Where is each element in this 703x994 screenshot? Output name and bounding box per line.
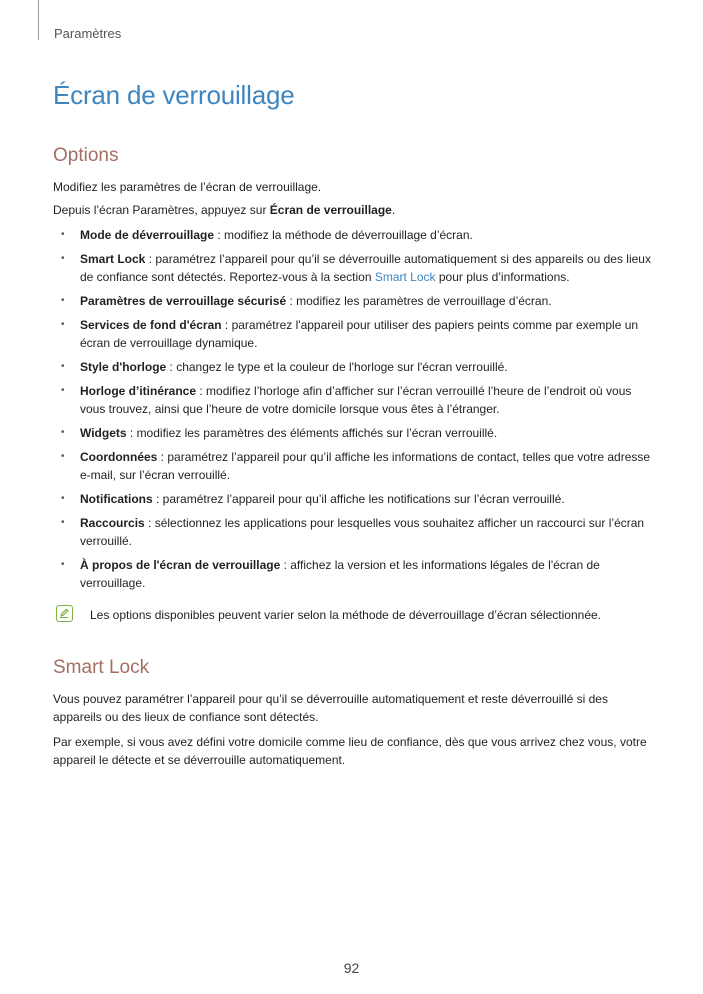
option-item-about-lock-screen xyxy=(53,556,653,592)
instruction-end: . xyxy=(391,203,396,217)
option-item-contact-info xyxy=(53,448,653,484)
option-term: Services de fond d'écran xyxy=(80,318,222,332)
option-desc: : paramétrez l’appareil pour qu’il affiche les informations de contact, telles que votre adresse e-mail, sur l’écran verrouillé. xyxy=(80,450,651,482)
instruction-paragraph xyxy=(53,201,653,219)
note-text: Les options disponibles peuvent varier selon la méthode de déverrouillage d’écran sélectionnée. xyxy=(90,608,601,622)
option-term: Coordonnées xyxy=(80,450,158,464)
option-term: Notifications xyxy=(80,492,153,506)
option-term: Raccourcis xyxy=(80,516,145,530)
menu-path-bold: Écran de verrouillage xyxy=(269,203,392,217)
option-term: Horloge d’itinérance xyxy=(80,384,197,398)
section-heading-options: Options xyxy=(53,145,119,166)
smart-lock-paragraph-2: Par exemple, si vous avez défini votre domicile comme lieu de confiance, dès que vous arrivez chez vous, votre appareil le détecte et se déverrouille automatiquement. xyxy=(53,735,647,767)
option-desc: : paramétrez l'appareil pour utiliser des papiers peints comme par exemple un écran de verrouillage dynamique. xyxy=(80,318,639,350)
option-desc: : changez le type et la couleur de l'horloge sur l'écran verrouillé. xyxy=(166,360,508,374)
option-item-clock-style xyxy=(53,358,653,376)
option-desc: : sélectionnez les applications pour lesquelles vous souhaitez afficher un raccourci sur l’écran verrouillé. xyxy=(80,516,645,548)
option-desc: : modifiez les paramètres de verrouillage d’écran. xyxy=(286,294,552,308)
option-desc: : modifiez la méthode de déverrouillage d’écran. xyxy=(214,228,473,242)
option-desc: : affichez la version et les informations légales de l'écran de verrouillage. xyxy=(80,558,600,590)
option-item-unlock-mode xyxy=(53,226,653,244)
options-list xyxy=(53,226,653,598)
pencil-note-icon xyxy=(56,605,73,622)
option-term: Paramètres de verrouillage sécurisé xyxy=(80,294,287,308)
option-item-smart-lock xyxy=(53,250,653,286)
smart-lock-link[interactable]: Smart Lock xyxy=(374,270,436,284)
option-item-shortcuts xyxy=(53,514,653,550)
option-term: Smart Lock xyxy=(80,252,146,266)
section-heading-smart-lock: Smart Lock xyxy=(53,657,150,678)
option-desc: : modifiez l’horloge afin d’afficher sur l’écran verrouillé l’heure de l’endroit où vous vous trouvez, ainsi que l’heure de votre domicile lorsque vous êtes à l’étranger. xyxy=(80,384,632,416)
option-term: À propos de l'écran de verrouillage xyxy=(80,558,281,572)
option-desc: : paramétrez l’appareil pour qu’il se déverrouille automatiquement si des appareils ou des lieux de confiance sont détectés. Reportez-vous à la section xyxy=(80,252,651,284)
page-title: Écran de verrouillage xyxy=(53,80,295,110)
option-term: Mode de déverrouillage xyxy=(80,228,215,242)
option-item-roaming-clock xyxy=(53,382,653,418)
smart-lock-paragraph-1: Vous pouvez paramétrer l’appareil pour qu’il se déverrouille automatiquement et reste déverrouillé si des appareils ou des lieux de confiance sont détectés. xyxy=(53,692,608,724)
option-desc: : paramétrez l’appareil pour qu’il affiche les notifications sur l’écran verrouillé. xyxy=(152,492,565,506)
page-number: 92 xyxy=(343,960,360,976)
intro-paragraph: Modifiez les paramètres de l’écran de verrouillage. xyxy=(53,180,322,194)
margin-rule xyxy=(38,0,39,40)
option-item-notifications xyxy=(53,490,653,508)
option-item-secure-lock-settings xyxy=(53,292,653,310)
running-head: Paramètres xyxy=(54,26,122,41)
instruction-text: Depuis l’écran Paramètres, appuyez sur xyxy=(53,203,270,217)
option-item-widgets xyxy=(53,424,653,442)
option-desc-end: pour plus d’informations. xyxy=(435,270,570,284)
option-term: Widgets xyxy=(80,426,127,440)
option-desc: : modifiez les paramètres des éléments affichés sur l’écran verrouillé. xyxy=(126,426,498,440)
option-term: Style d'horloge xyxy=(80,360,167,374)
option-item-wallpaper-services xyxy=(53,316,653,352)
